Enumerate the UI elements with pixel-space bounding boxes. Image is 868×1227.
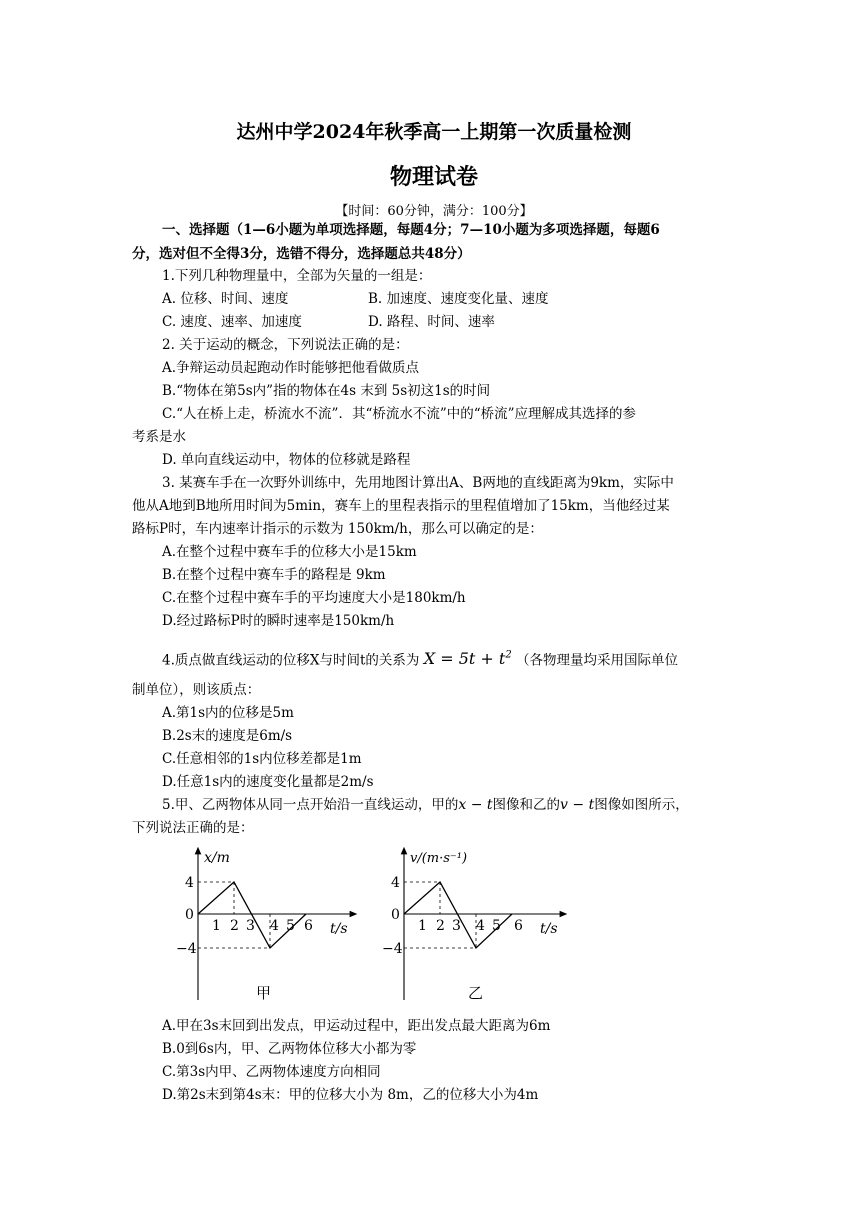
section-heading-line1: 一、选择题（1—6小题为单项选择题，每题4分；7—10小题为多项选择题，每题6 <box>162 222 660 238</box>
q2-option-c-line1: C.“人在桥上走，桥流水不流”．其“桥流水不流”中的“桥流”应理解成其选择的参 <box>162 406 637 422</box>
q1-option-c: C. 速度、速率、加速度 <box>162 314 302 330</box>
exam-title: 达州中学2024年秋季高一上期第一次质量检测 <box>236 121 632 143</box>
section-heading <box>132 218 742 266</box>
graph-caption-jia: 甲 <box>256 984 272 1002</box>
q5-stem-mid: 图像和乙的 <box>492 797 561 813</box>
q1-option-b: B. 加速度、速度变化量、速度 <box>368 291 549 307</box>
graph-caption-yi: 乙 <box>468 984 484 1002</box>
graph-yi-vt <box>374 840 570 1010</box>
q2-option-c-line2: 考系是水 <box>132 429 186 445</box>
q5-option-d: D.第2s末到第4s末：甲的位移大小为 8m，乙的位移大小为4m <box>162 1087 539 1103</box>
y-tick-4: 4 <box>185 875 194 891</box>
x-tick-4: 4 <box>270 918 279 934</box>
q5-stem-post: 图像如图所示， <box>594 797 689 813</box>
q5-stem-line1 <box>162 795 689 815</box>
q5-option-a: A.甲在3s末回到出发点，甲运动过程中，距出发点最大距离为6m <box>162 1018 551 1034</box>
q4-stem-pre: 4.质点做直线运动的位移X与时间t的关系为 <box>162 652 420 669</box>
y-tick-0: 0 <box>391 907 400 923</box>
x-tick-2: 2 <box>230 918 239 934</box>
q3-option-b: B.在整个过程中赛车手的路程是 9km <box>162 567 386 583</box>
q1-option-d: D. 路程、时间、速率 <box>368 314 495 330</box>
q4-formula-exponent: 2 <box>505 650 512 661</box>
q5-stem-line2: 下列说法正确的是： <box>132 820 254 836</box>
q3-option-d: D.经过路标P时的瞬时速率是150km/h <box>162 613 395 629</box>
x-axis-label: t/s <box>540 921 558 937</box>
q3-option-a: A.在整个过程中赛车手的位移大小是15km <box>162 544 417 560</box>
xt-curve <box>198 882 306 948</box>
q3-stem-line2: 他从A地到B地所用时间为5min，赛车上的里程表指示的里程值增加了15km，当他经过某 <box>132 498 670 514</box>
q4-option-a: A.第1s内的位移是5m <box>162 705 294 721</box>
q4-formula <box>424 649 512 668</box>
x-tick-2: 2 <box>436 918 445 934</box>
q3-stem-line3: 路标P时，车内速率计指示的示数为 150km/h，那么可以确定的是： <box>132 521 543 537</box>
q4-option-b: B.2s末的速度是6m/s <box>162 728 293 744</box>
q4-stem-line1 <box>162 646 678 670</box>
x-tick-1: 1 <box>212 918 221 934</box>
x-tick-5: 5 <box>286 918 295 934</box>
q1-option-a: A. 位移、时间、速度 <box>162 291 289 307</box>
y-axis-label: v/(m·s⁻¹) <box>410 851 468 866</box>
y-axis-label: x/m <box>204 850 230 866</box>
x-tick-3: 3 <box>452 918 461 934</box>
q4-stem-post: （各物理量均采用国际单位 <box>515 652 678 669</box>
x-tick-6: 6 <box>304 918 313 934</box>
q5-stem-pre: 5.甲、乙两物体从同一点开始沿一直线运动，甲的 <box>162 797 459 813</box>
y-tick-neg4: −4 <box>176 941 197 957</box>
q4-stem-line2: 制单位），则该质点： <box>132 682 261 698</box>
exam-subtitle: 物理试卷 <box>389 164 478 190</box>
x-tick-5: 5 <box>492 918 501 934</box>
q2-option-d: D. 单向直线运动中，物体的位移就是路程 <box>162 452 411 468</box>
y-tick-4: 4 <box>391 875 400 891</box>
x-tick-1: 1 <box>418 918 427 934</box>
q4-option-c: C.任意相邻的1s内位移差都是1m <box>162 751 362 767</box>
y-tick-0: 0 <box>185 907 194 923</box>
vt-curve <box>404 882 512 948</box>
q4-formula-main: X = 5t + t <box>423 649 506 669</box>
x-tick-3: 3 <box>246 918 255 934</box>
x-axis-label: t/s <box>330 921 348 937</box>
y-tick-neg4: −4 <box>382 941 403 957</box>
q1-stem: 1.下列几种物理量中，全部为矢量的一组是： <box>162 268 432 284</box>
x-tick-6: 6 <box>514 918 523 934</box>
q2-stem: 2. 关于运动的概念，下列说法正确的是： <box>162 337 409 353</box>
q2-option-b: B.“物体在第5s内”指的物体在4s 末到 5s初这1s的时间 <box>162 383 491 399</box>
graph-jia-xt <box>170 840 360 1010</box>
q3-stem-line1: 3. 某赛车手在一次野外训练中，先用地图计算出A、B两地的直线距离为9km，实际中 <box>162 475 674 491</box>
q5-vt-label: v − t <box>560 797 595 813</box>
section-heading-line2: 分，选对但不全得3分，选错不得分，选择题总共48分） <box>132 246 471 262</box>
q2-option-a: A.争辩运动员起跑动作时能够把他看做质点 <box>162 360 420 376</box>
q5-option-b: B.0到6s内，甲、乙两物体位移大小都为零 <box>162 1041 417 1057</box>
q5-option-c: C.第3s内甲、乙两物体速度方向相同 <box>162 1064 381 1080</box>
q4-option-d: D.任意1s内的速度变化量都是2m/s <box>162 774 374 790</box>
q5-xt-label: x − t <box>458 797 493 813</box>
x-tick-4: 4 <box>476 918 485 934</box>
q3-option-c: C.在整个过程中赛车手的平均速度大小是180km/h <box>162 590 466 606</box>
exam-meta: 【时间：60分钟，满分：100分】 <box>335 204 533 219</box>
